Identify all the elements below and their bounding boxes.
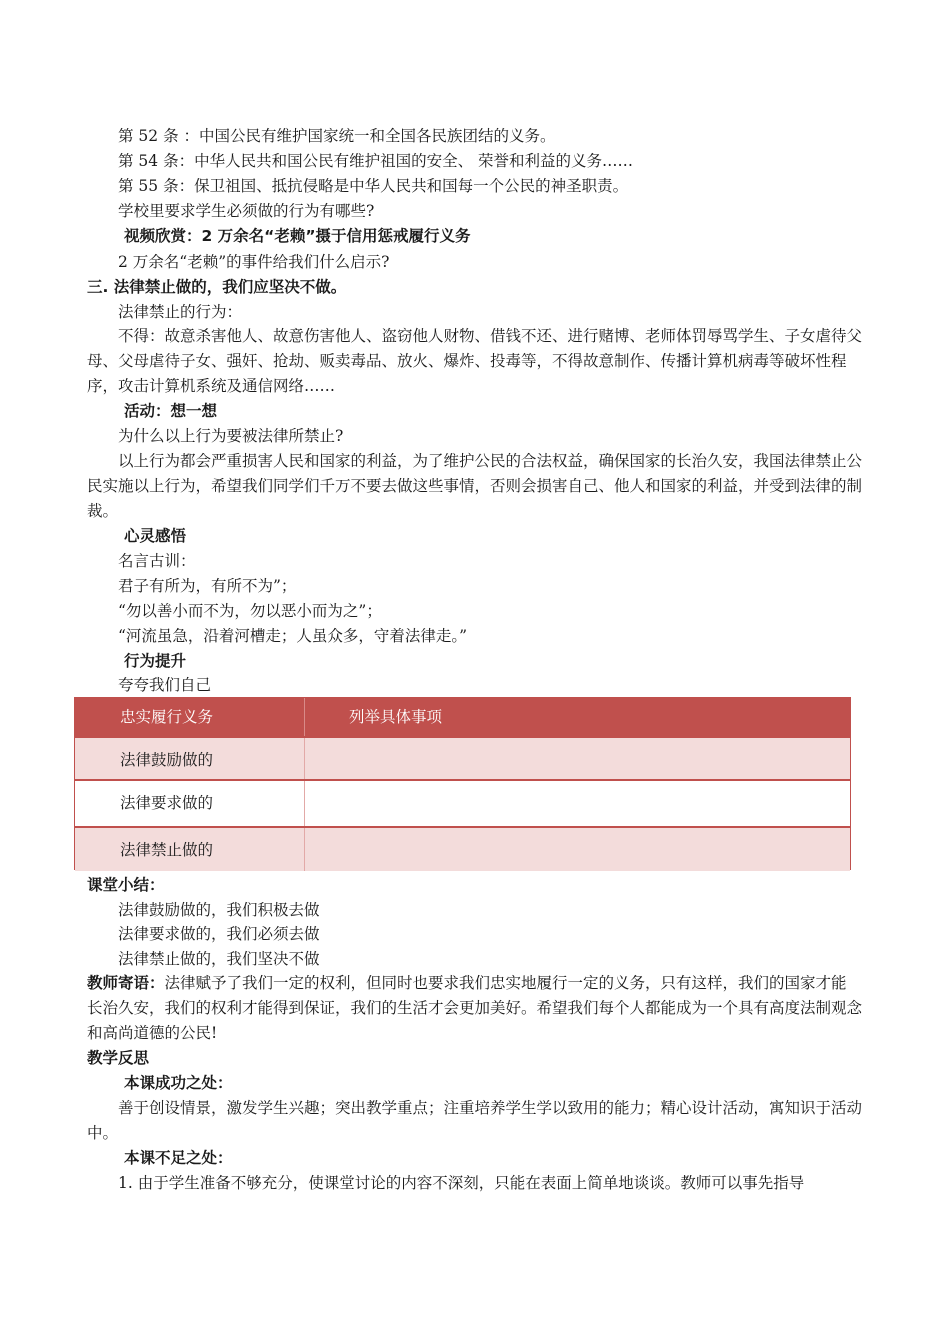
teacher-message: [87, 971, 862, 1046]
success-paragraph: [87, 1096, 862, 1146]
shortcoming-heading: 本课不足之处：: [124, 1149, 233, 1167]
reflection-heading: 教学反思: [87, 1049, 150, 1067]
improve-subtitle: 夸夸我们自己: [118, 676, 212, 694]
obligation-table: [74, 697, 851, 870]
activity-heading: 活动：想一想: [124, 402, 218, 420]
success-text: 善于创设情景，激发学生兴趣；突出教学重点；注重培养学生学以致用的能力；精心设计活动，寓知识于活动中。: [87, 1099, 863, 1142]
table-cell: 法律鼓励做的: [75, 738, 305, 779]
quote-1: 君子有所为，有所不为”；: [118, 577, 297, 595]
quotes-label: 名言古训：: [118, 552, 196, 570]
table-cell: [305, 738, 850, 779]
summary-heading: 课堂小结：: [87, 876, 165, 894]
summary-item-3: 法律禁止做的，我们坚决不做: [118, 950, 320, 968]
summary-item-1: 法律鼓励做的，我们积极去做: [118, 901, 320, 919]
quote-3: “河流虽急，沿着河槽走；人虽众多，守着法律走。”: [118, 627, 468, 645]
prohibited-paragraph: [87, 324, 862, 399]
table-cell: [305, 828, 850, 871]
table-cell: 法律要求做的: [75, 781, 305, 826]
teacher-text: 法律赋予了我们一定的权利，但同时也要求我们忠实地履行一定的义务，只有这样，我们的国家才能长治久安，我们的权利才能得到保证，我们的生活才会更加美好。希望我们每个人都能成为一个具有高度法制观念和高尚道德的公民!: [87, 974, 863, 1042]
table-row: [75, 826, 850, 871]
article-55: 第 55 条：保卫祖国、抵抗侵略是中华人民共和国每一个公民的神圣职责。: [118, 177, 629, 195]
table-header-cell: 列举具体事项: [349, 708, 443, 726]
school-question: 学校里要求学生必须做的行为有哪些?: [118, 202, 375, 220]
insight-heading: 心灵感悟: [124, 527, 187, 545]
success-heading: 本课成功之处：: [124, 1074, 233, 1092]
activity-answer-paragraph: [87, 449, 862, 524]
shortcoming-text: 1. 由于学生准备不够充分，使课堂讨论的内容不深刻，只能在表面上简单地谈谈。教师可以事先指导: [118, 1174, 805, 1192]
prohibited-text: 不得：故意杀害他人、故意伤害他人、盗窃他人财物、借钱不还、进行赌博、老师体罚辱骂学生、子女虐待父母、父母虐待子女、强奸、抢劫、贩卖毒品、放火、爆炸、投毒等，不得故意制作、传播计算机病毒等破坏性程序，攻击计算机系统及通信网络……: [87, 327, 863, 395]
table-cell: 法律禁止做的: [75, 828, 305, 871]
table-row: [75, 736, 850, 781]
improve-heading: 行为提升: [124, 652, 187, 670]
activity-question: 为什么以上行为要被法律所禁止?: [118, 427, 344, 445]
article-54: 第 54 条：中华人民共和国公民有维护祖国的安全、 荣誉和利益的义务……: [118, 152, 634, 170]
video-question: 2 万余名“老赖”的事件给我们什么启示?: [118, 253, 390, 271]
section-3-heading: 三. 法律禁止做的，我们应坚决不做。: [87, 278, 347, 296]
table-header-row: [75, 698, 850, 736]
summary-item-2: 法律要求做的，我们必须去做: [118, 925, 320, 943]
prohibited-intro: 法律禁止的行为：: [118, 303, 243, 321]
table-row: [75, 781, 850, 826]
table-header-cell: 忠实履行义务: [75, 698, 305, 736]
article-52: 第 52 条 ：中国公民有维护国家统一和全国各民族团结的义务。: [118, 127, 556, 145]
teacher-label: 教师寄语：: [87, 974, 165, 992]
activity-answer: 以上行为都会严重损害人民和国家的利益，为了维护公民的合法权益，确保国家的长治久安，我国法律禁止公民实施以上行为，希望我们同学们千万不要去做这些事情，否则会损害自己、他人和国家的利益，并受到法律的制裁。: [87, 452, 863, 520]
video-heading: 视频欣赏：2 万余名“老赖”摄于信用惩戒履行义务: [124, 227, 471, 245]
quote-2: “勿以善小而不为，勿以恶小而为之”；: [118, 602, 382, 620]
table-cell: [305, 781, 850, 826]
